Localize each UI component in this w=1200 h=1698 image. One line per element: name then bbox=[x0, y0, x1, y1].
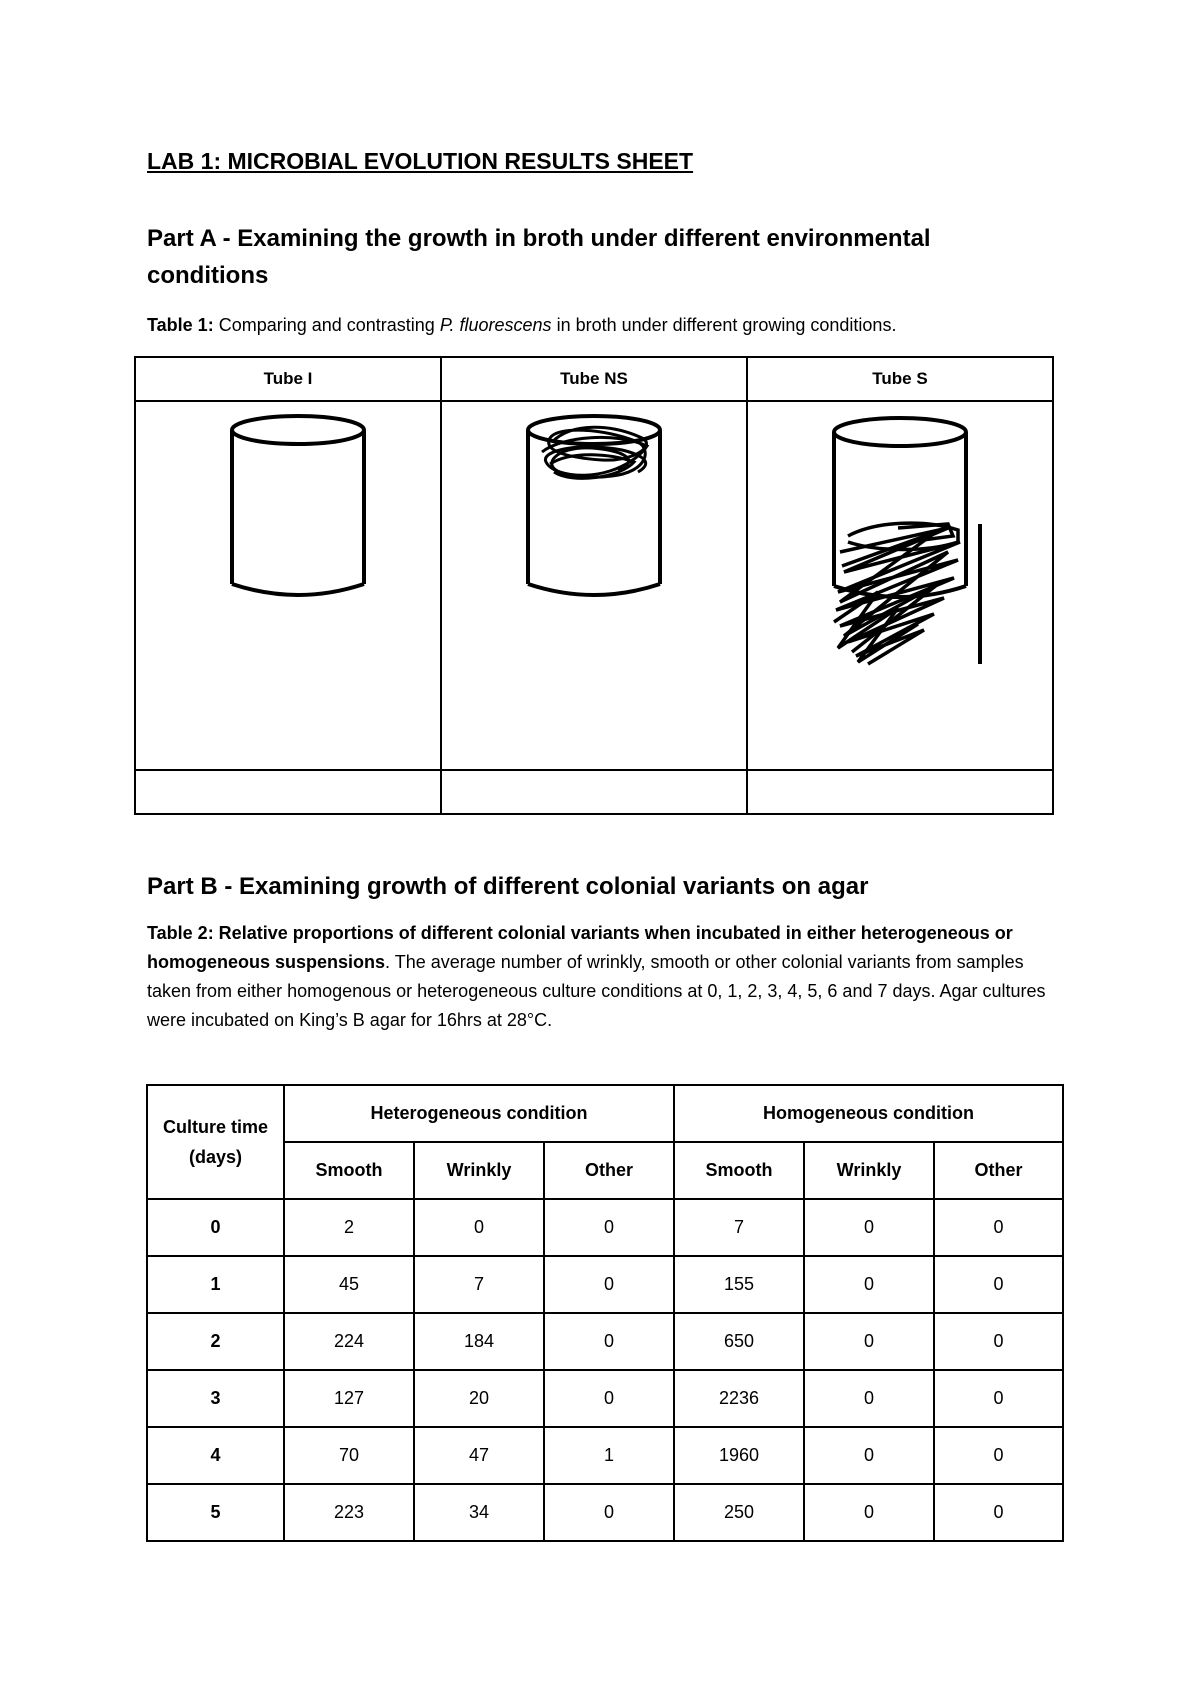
tube-s-drawing bbox=[748, 402, 1052, 764]
table-1-caption-post: in broth under different growing conditions. bbox=[551, 315, 897, 335]
table-1-drawing-row bbox=[135, 401, 1053, 770]
document-title: LAB 1: MICROBIAL EVOLUTION RESULTS SHEET bbox=[147, 148, 694, 174]
table-1-blank-row bbox=[135, 770, 1053, 814]
het-wrinkly-cell: 47 bbox=[414, 1427, 544, 1484]
tube-s-drawing-cell bbox=[747, 401, 1053, 770]
hom-smooth-header: Smooth bbox=[674, 1142, 804, 1199]
hom-smooth-cell: 155 bbox=[674, 1256, 804, 1313]
het-wrinkly-cell: 34 bbox=[414, 1484, 544, 1541]
table-2-body bbox=[147, 1199, 1063, 1541]
table-2-sub-header-row bbox=[147, 1142, 1063, 1199]
hom-wrinkly-cell: 0 bbox=[804, 1199, 934, 1256]
part-a-heading: Part A - Examining the growth in broth under different environmental conditions bbox=[147, 225, 931, 289]
table-row bbox=[147, 1484, 1063, 1541]
day-cell: 0 bbox=[147, 1199, 284, 1256]
day-cell: 2 bbox=[147, 1313, 284, 1370]
table-1-caption bbox=[147, 311, 896, 340]
hom-smooth-cell: 650 bbox=[674, 1313, 804, 1370]
table-2-caption-bold: Table 2: Relative proportions of different colonial variants when incubated in either heterogeneous or homogeneous suspensions bbox=[147, 923, 1013, 972]
het-smooth-cell: 127 bbox=[284, 1370, 414, 1427]
het-wrinkly-cell: 184 bbox=[414, 1313, 544, 1370]
het-other-cell: 0 bbox=[544, 1199, 674, 1256]
day-cell: 5 bbox=[147, 1484, 284, 1541]
tube-i-drawing bbox=[136, 402, 440, 764]
surface-growth-scribble bbox=[542, 427, 647, 478]
tube-ns-drawing bbox=[442, 402, 746, 764]
hom-other-cell: 0 bbox=[934, 1256, 1063, 1313]
het-other-cell: 0 bbox=[544, 1313, 674, 1370]
hom-wrinkly-cell: 0 bbox=[804, 1484, 934, 1541]
tube-s-header: Tube S bbox=[747, 357, 1053, 401]
hom-other-cell: 0 bbox=[934, 1313, 1063, 1370]
het-smooth-cell: 223 bbox=[284, 1484, 414, 1541]
hom-smooth-cell: 2236 bbox=[674, 1370, 804, 1427]
tube-i-header: Tube I bbox=[135, 357, 441, 401]
hom-wrinkly-header: Wrinkly bbox=[804, 1142, 934, 1199]
table-2-colonial-variants bbox=[146, 1084, 1064, 1542]
hom-wrinkly-cell: 0 bbox=[804, 1256, 934, 1313]
hom-wrinkly-cell: 0 bbox=[804, 1427, 934, 1484]
tube-ns-notes-cell bbox=[441, 770, 747, 814]
table-2-caption-text: . The average number of wrinkly, smooth or other colonial variants from samples taken from either homogenous or heterogeneous culture conditions at 0, 1, 2, 3, 4, 5, 6 and 7 days. Agar cultures were incubated on King’s B agar for 16hrs at 28°C. bbox=[147, 952, 1046, 1030]
het-other-header: Other bbox=[544, 1142, 674, 1199]
het-wrinkly-cell: 0 bbox=[414, 1199, 544, 1256]
hom-smooth-cell: 250 bbox=[674, 1484, 804, 1541]
het-smooth-cell: 70 bbox=[284, 1427, 414, 1484]
table-1-tubes bbox=[134, 356, 1054, 815]
hom-smooth-cell: 7 bbox=[674, 1199, 804, 1256]
het-other-cell: 1 bbox=[544, 1427, 674, 1484]
hom-smooth-cell: 1960 bbox=[674, 1427, 804, 1484]
culture-time-header: Culture time (days) bbox=[147, 1085, 284, 1199]
table-1-caption-pre: Comparing and contrasting bbox=[213, 315, 440, 335]
day-cell: 4 bbox=[147, 1427, 284, 1484]
het-other-cell: 0 bbox=[544, 1484, 674, 1541]
table-row bbox=[147, 1199, 1063, 1256]
het-wrinkly-cell: 20 bbox=[414, 1370, 544, 1427]
hom-other-cell: 0 bbox=[934, 1199, 1063, 1256]
species-name: P. fluorescens bbox=[439, 315, 552, 335]
hom-wrinkly-cell: 0 bbox=[804, 1370, 934, 1427]
het-smooth-header: Smooth bbox=[284, 1142, 414, 1199]
hom-wrinkly-cell: 0 bbox=[804, 1313, 934, 1370]
het-other-cell: 0 bbox=[544, 1256, 674, 1313]
table-1-label: Table 1: bbox=[147, 315, 214, 335]
homogeneous-header: Homogeneous condition bbox=[674, 1085, 1063, 1142]
heterogeneous-header: Heterogeneous condition bbox=[284, 1085, 674, 1142]
table-row bbox=[147, 1370, 1063, 1427]
tube-i-drawing-cell bbox=[135, 401, 441, 770]
hom-other-cell: 0 bbox=[934, 1370, 1063, 1427]
tube-ns-header: Tube NS bbox=[441, 357, 747, 401]
het-wrinkly-header: Wrinkly bbox=[414, 1142, 544, 1199]
day-cell: 3 bbox=[147, 1370, 284, 1427]
hom-other-cell: 0 bbox=[934, 1484, 1063, 1541]
het-other-cell: 0 bbox=[544, 1370, 674, 1427]
table-1-header-row bbox=[135, 357, 1053, 401]
hom-other-cell: 0 bbox=[934, 1427, 1063, 1484]
part-b-heading: Part B - Examining growth of different colonial variants on agar bbox=[147, 873, 869, 900]
hom-other-header: Other bbox=[934, 1142, 1063, 1199]
tube-s-notes-cell bbox=[747, 770, 1053, 814]
tube-ns-drawing-cell bbox=[441, 401, 747, 770]
table-row bbox=[147, 1427, 1063, 1484]
table-row bbox=[147, 1256, 1063, 1313]
het-smooth-cell: 45 bbox=[284, 1256, 414, 1313]
table-row bbox=[147, 1313, 1063, 1370]
het-smooth-cell: 2 bbox=[284, 1199, 414, 1256]
table-2-caption bbox=[147, 919, 1065, 1035]
day-cell: 1 bbox=[147, 1256, 284, 1313]
table-2-group-header-row bbox=[147, 1085, 1063, 1142]
het-wrinkly-cell: 7 bbox=[414, 1256, 544, 1313]
het-smooth-cell: 224 bbox=[284, 1313, 414, 1370]
tube-i-notes-cell bbox=[135, 770, 441, 814]
